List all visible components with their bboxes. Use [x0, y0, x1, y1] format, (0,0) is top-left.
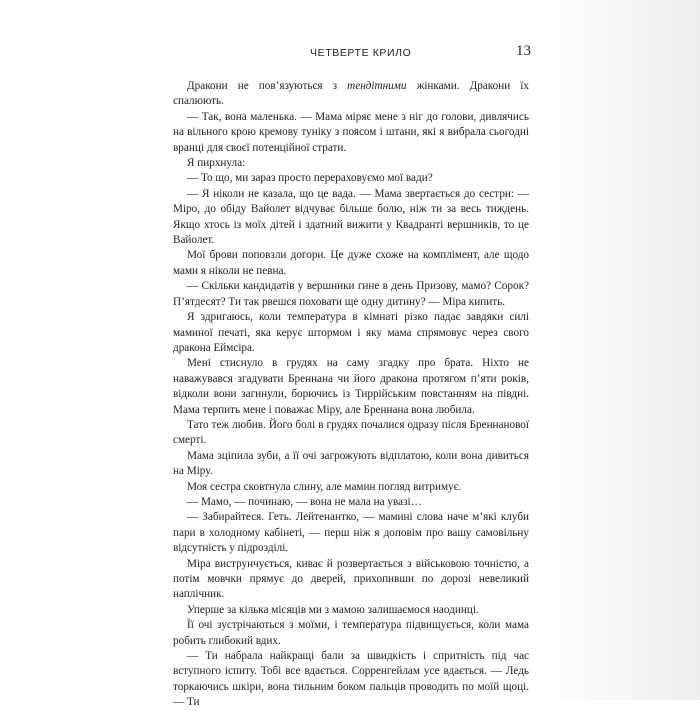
paragraph: Тато теж любив. Його болі в грудях почалися одразу після Бреннанової смерті. — [173, 418, 529, 447]
paragraph: Її очі зустрічаються з моїми, і температура підвищується, коли мама робить глибокий вдих. — [173, 619, 529, 647]
paragraph: Міра виструнчується, киває й розвертається з військовою точністю, а потім мовчки прямує до дверей, прихопивши по дорозі невеликий наплічник. — [173, 557, 529, 601]
paragraph: Я здригаюсь, коли температура в кімнаті різко падає завдяки силі маминої печаті, яка керує штормом і яку мама спрямовує через свого дракона Еймсіра. — [173, 311, 529, 354]
paragraph: — То що, ми зараз просто перераховуємо мої вади? — [187, 172, 433, 185]
running-title: ЧЕТВЕРТЕ КРИЛО — [310, 47, 412, 59]
paragraph: Я пирхнула: — [187, 157, 246, 170]
body-text — [173, 79, 529, 711]
paragraph: — Ти набрала найкращі бали за швидкість і спритність під час вступного іспиту. Тобі все вдається. Сорренгейлам усе вдається. — Ледь торкаючись шкіри, вона тильним боком пальців проводить по моїй щоці. — Ти — [173, 650, 529, 709]
paragraph: — Так, вона маленька. — Мама міряє мене з ніг до голови, дивлячись на вільного крою кремову туніку з поясом і штани, які я вибрала сьогодні вранці для своєї потенційної страти. — [173, 110, 529, 154]
paragraph: Мама зціпила зуби, а її очі загрожують відплатою, коли вона дивиться на Міру. — [173, 449, 529, 478]
paragraph: Дракони не пов’язуються з тендітними жінками. Дракони їх спалюють. — [173, 80, 530, 108]
paragraph: Мої брови поповзли догори. Це дуже схоже на комплімент, але щодо мами я ніколи не певна. — [173, 249, 529, 277]
paragraph: — Забирайтеся. Геть. Лейтенантко, — мамині слова наче м’які клуби пари в холодному кабінеті, — перш ніж я доповім про вашу самовільну відсутність у підрозділі. — [173, 511, 529, 555]
paragraph: Моя сестра сковтнула слину, але мамин погляд витримує. — [187, 480, 462, 493]
emphasis-word: тендітними — [347, 80, 407, 92]
paragraph: Уперше за кілька місяців ми з мамою залишаємося наодинці. — [187, 603, 479, 616]
paragraph: — Скільки кандидатів у вершники гине в день Призову, мамо? Сорок? П’ятдесят? Ти так рвешся поховати ще одну дитину? — Міра кипить. — [173, 280, 529, 308]
paragraph: — Я ніколи не казала, що це вада. — Мама звертається до сестри: — Міро, до обіду Вайолет відчуває більше болю, ніж ти за весь тиждень. Якщо хтось із моїх дітей і здатний вижити у Квадранті вершників, то це Вайолет. — [173, 187, 529, 247]
paragraph: — Мамо, — починаю, — вона не мала на увазі… — [187, 495, 422, 508]
paragraph: Мені стиснуло в грудях на саму згадку про брата. Ніхто не наважувався згадувати Бреннана чи його дракона протягом п’яти років, відколи вони загинули, борючись із Тиррійським повстанням на півдні. Мама терпить мене і поважає Міру, але Бреннана вона любила. — [173, 357, 529, 416]
page-number: 13 — [516, 43, 531, 59]
